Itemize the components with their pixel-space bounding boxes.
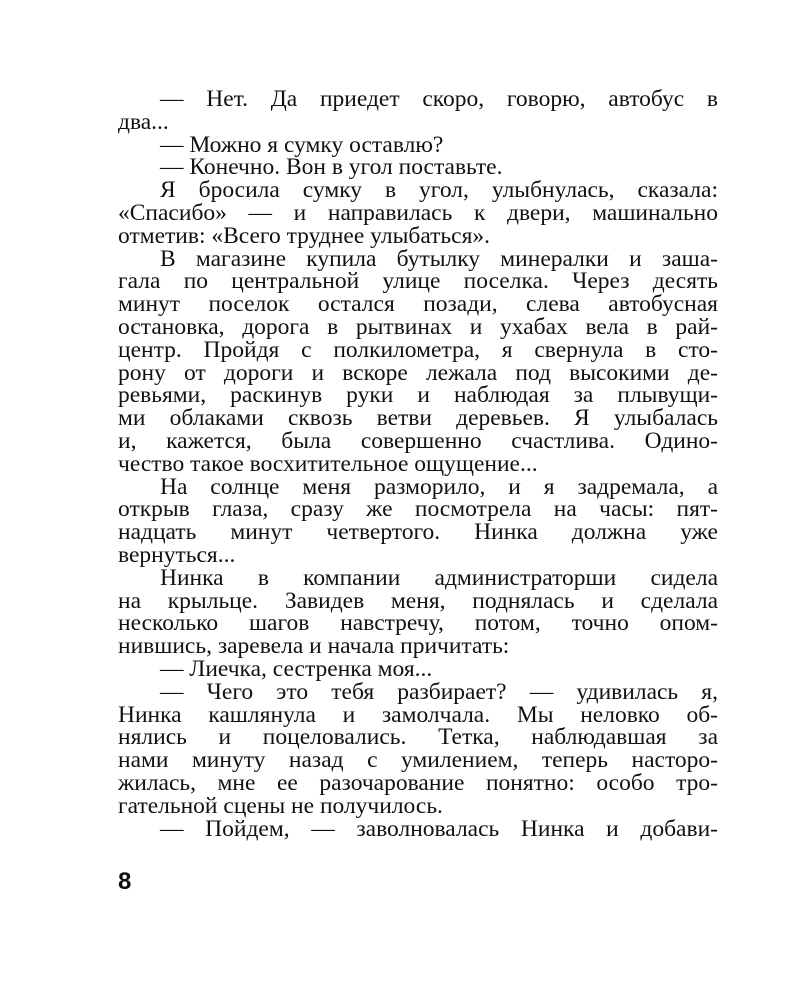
text-line: на крыльце. Завидев меня, поднялась и сделала: [118, 587, 718, 614]
text-line: Нинка кашлянула и замолчала. Мы неловко об-: [118, 701, 718, 728]
text-line: два...: [118, 108, 169, 135]
text-line: — Чего это тебя разбирает? — удивилась я,: [160, 678, 718, 705]
text-line: В магазине купила бутылку минералки и зашa-: [160, 245, 718, 272]
text-line: рону от дороги и вскоре лежала под высокими де-: [118, 359, 718, 386]
text-line: ревьями, раскинув руки и наблюдая за плывущи-: [118, 382, 718, 409]
page-number: 8: [118, 868, 132, 895]
text-line: центр. Пройдя с полкилометра, я свернула в сто-: [118, 336, 718, 363]
text-line: надцать минут четвертого. Нинка должна уже: [118, 519, 718, 546]
body-text: [118, 88, 718, 840]
text-line: нялись и поцеловались. Тетка, наблюдавшая за: [118, 724, 718, 751]
text-line: гала по центральной улице поселка. Через десять: [118, 268, 718, 295]
text-line: — Конечно. Вон в угол поставьте.: [160, 154, 503, 181]
text-line: нами минуту назад с умилением, теперь насторо-: [118, 747, 718, 774]
text-line: ми облаками сквозь ветви деревьев. Я улыбалась: [118, 405, 718, 432]
text-line: чество такое восхитительное ощущение...: [118, 450, 538, 477]
text-line: «Спасибо» — и направилась к двери, машинально: [118, 199, 718, 226]
text-line: — Лиечка, сестренка моя...: [160, 655, 433, 682]
text-line: На солнце меня разморило, и я задремала, а: [160, 473, 718, 500]
text-line: — Пойдем, — заволновалась Нинка и добави-: [160, 815, 718, 842]
text-line: и, кажется, была совершенно счастлива. Одино-: [118, 427, 718, 454]
text-line: — Можно я сумку оставлю?: [160, 131, 444, 158]
text-line: отметив: «Всего труднее улыбаться».: [118, 222, 491, 249]
text-line: Нинка в компании администраторши сидела: [160, 564, 718, 591]
text-line: минут поселок остался позади, слева автобусная: [118, 291, 718, 318]
text-line: жилась, мне ее разочарование понятно: особо тро-: [118, 769, 718, 796]
text-line: остановка, дорога в рытвинах и ухабах вела в рай-: [118, 313, 718, 340]
text-line: открыв глаза, сразу же посмотрела на часы: пят-: [118, 496, 718, 523]
text-line: нившись, заревела и начала причитать:: [118, 633, 510, 660]
text-line: Я бросила сумку в угол, улыбнулась, сказала:: [160, 177, 718, 204]
text-line: гательной сцены не получилось.: [118, 792, 443, 819]
text-line: вернуться...: [118, 541, 236, 568]
text-line: несколько шагов навстречу, потом, точно опом-: [118, 610, 718, 637]
text-line: — Нет. Да приедет скоро, говорю, автобус в: [160, 86, 718, 112]
